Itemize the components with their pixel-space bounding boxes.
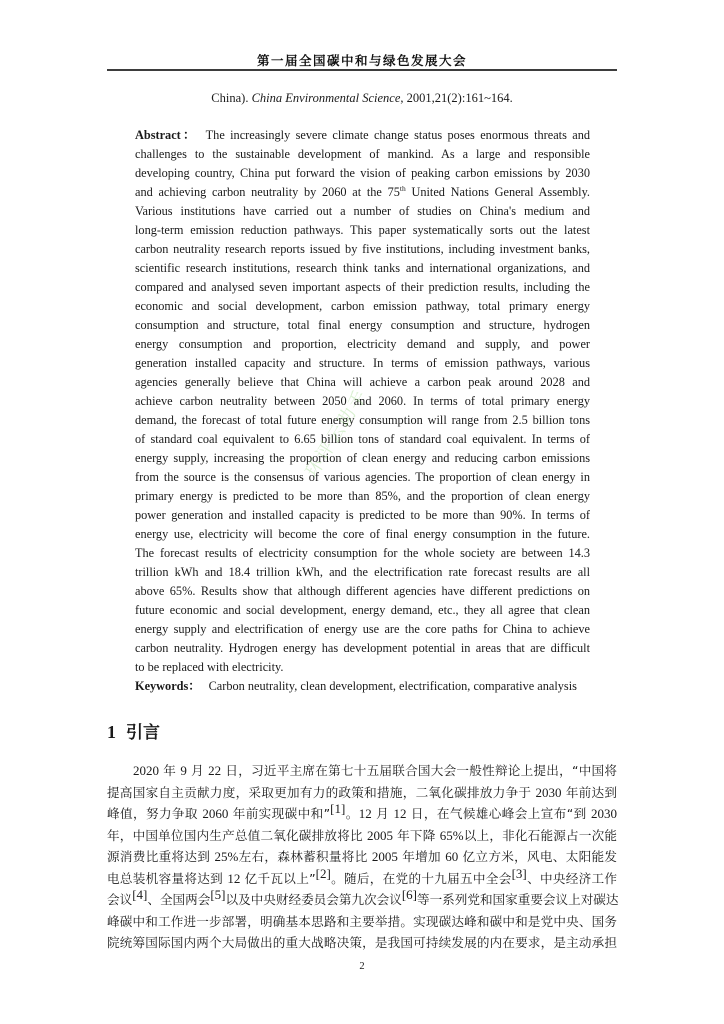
- citation-6[interactable]: [6]: [401, 887, 417, 902]
- section-number: 1: [107, 722, 116, 742]
- citation-4[interactable]: [4]: [132, 887, 148, 902]
- abstract-line: energy supply, increasing the proportion of clean energy and reducing carbon emissions: [135, 451, 590, 465]
- abstract-line: compared and analysed seven important aspects of their prediction results, including the: [135, 280, 590, 294]
- abstract-line: energy consumption and proportion, electricity demand and supply, and power: [135, 337, 590, 351]
- body-line: 院统筹国际国内两个大局做出的重大战略决策，是我国可持续发展的内在要求，是主动承担: [107, 935, 617, 950]
- abstract-line: demand, the forecast of total future energy consumption will range from 2.5 billion tons: [135, 413, 590, 427]
- abstract-line: and achieving carbon neutrality by 2060 at the 75th United Nations General Assembly.: [135, 184, 591, 199]
- page-number: 2: [359, 961, 365, 972]
- keywords-line: [135, 677, 590, 696]
- keywords-label: Keywords：: [135, 679, 201, 693]
- abstract-line: power generation and installed capacity is predicted to be more than 90%. In terms of: [135, 508, 590, 522]
- abstract-line: energy supply and electrification of energy use are the core paths for China to achieve: [135, 622, 590, 636]
- reference-tail: [107, 90, 617, 106]
- running-header-title: 第一届全国碳中和与绿色发展大会: [256, 53, 467, 68]
- abstract-line: to be replaced with electricity.: [135, 660, 284, 674]
- abstract-line: consumption and structure, total final energy consumption and structure, hydrogen: [135, 318, 590, 332]
- section-heading: [107, 720, 160, 745]
- abstract-line: Abstract： The increasingly severe climate change status poses enormous threats and: [135, 128, 590, 142]
- abstract-line: achieve carbon neutrality between 2050 and 2060. In terms of total primary energy: [135, 394, 590, 408]
- body-line: 年，中国单位国内生产总值二氧化碳排放将比 2005 年下降 65%以上，非化石能源占一次能: [107, 827, 617, 843]
- reference-journal: China Environmental Science: [251, 91, 401, 105]
- citation-2[interactable]: [2]: [315, 865, 331, 881]
- section-title: 引言: [126, 723, 160, 743]
- body-line: 提高国家自主贡献力度，采取更加有力的政策和措施，二氧化碳排放力争于 2030 年前达到: [107, 784, 617, 800]
- abstract-line: carbon neutrality. Hydrogen energy has development potential in areas that are difficult: [135, 641, 590, 655]
- watermark: 环评云助手: [301, 385, 373, 482]
- body-line: 源消费比重将达到 25%左右，森林蓄积量将比 2005 年增加 60 亿立方米，风电、太阳能发: [107, 849, 617, 864]
- citation-1[interactable]: [1]: [330, 801, 346, 816]
- abstract-line: economic and social development, carbon emission pathway, total primary energy: [135, 299, 590, 313]
- abstract-label: Abstract：: [135, 128, 198, 142]
- abstract-line: challenges to the sustainable development of mankind. As a large and responsible: [135, 147, 590, 161]
- abstract-line: developing country, China put forward the vision of peaking carbon emissions by 2030: [135, 166, 590, 180]
- abstract-line: from the source is the consensus of various agencies. The proportion of clean energy in: [135, 470, 590, 484]
- abstract-line: future economic and social development, energy demand, etc., they all agree that clean: [135, 603, 590, 617]
- body-line: 峰碳中和工作进一步部署，明确基本思路和主要举措。实现碳达峰和碳中和是党中央、国务: [107, 913, 617, 929]
- abstract-line: energy use, electricity will become the core of final energy consumption in the future.: [135, 527, 590, 541]
- body-line: 2020 年 9 月 22 日，习近平主席在第七十五届联合国大会一般性辩论上提出，“中国将: [133, 763, 617, 778]
- abstract-line: long-term emission reduction pathways. This paper systematically sorts out the latest: [135, 223, 590, 237]
- body-line: 电总装机容量将达到 12 亿千瓦以上”[2]。随后，在党的十九届五中全会[3]、中央经济工作: [107, 865, 618, 886]
- abstract-line: agencies generally believe that China will achieve a carbon peak around 2028 and: [135, 375, 590, 389]
- citation-5[interactable]: [5]: [210, 887, 226, 902]
- header-rule: [107, 69, 617, 71]
- abstract-line: above 65%. Results show that although different agencies have different predictions on: [135, 584, 590, 598]
- body-line: 会议[4]、全国两会[5]以及中央财经委员会第九次会议[6]等一系列党和国家重要会议上对碳达: [107, 887, 619, 907]
- citation-3[interactable]: [3]: [511, 865, 527, 881]
- abstract-line: scientific research institutions, research think tanks and international organizations, and: [135, 261, 590, 275]
- reference-prefix: China).: [211, 91, 252, 105]
- abstract-line: of standard coal equivalent to 6.65 billion tons of standard coal equivalent. In terms of: [135, 432, 590, 446]
- abstract-line: Various institutions have carried out a number of studies on China's medium and: [135, 204, 590, 218]
- abstract-line: trillion kWh and 18.4 trillion kWh, and the electrification rate forecast results are all: [135, 565, 590, 579]
- abstract-line: carbon neutrality research reports issued by five institutions, including investment banks,: [135, 242, 590, 256]
- abstract-line: generation installed capacity and structure. In terms of emission pathways, various: [135, 356, 590, 370]
- reference-suffix: , 2001,21(2):161~164.: [400, 91, 513, 105]
- abstract-line: The forecast results of electricity consumption for the whole society are between 14.3: [135, 546, 590, 560]
- abstract-line: primary energy is predicted to be more than 85%, and the proportion of clean energy: [135, 489, 590, 503]
- keywords-text: Carbon neutrality, clean development, electrification, comparative analysis: [208, 679, 577, 693]
- body-line: 峰值，努力争取 2060 年前实现碳中和”[1]。12 月 12 日，在气候雄心峰会上宣布“到 2030: [107, 801, 618, 821]
